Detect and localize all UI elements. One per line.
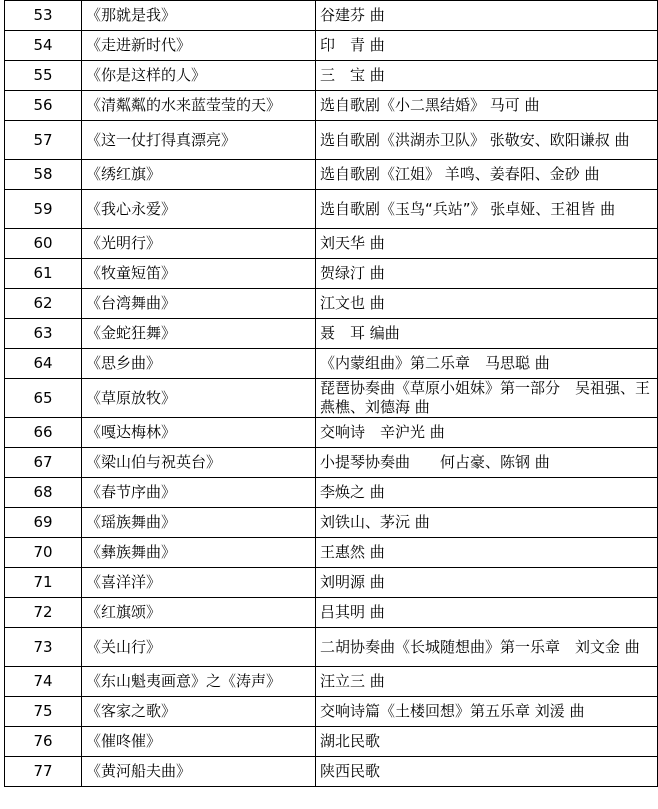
table-row bbox=[5, 418, 658, 448]
table-row bbox=[5, 91, 658, 121]
song-title: 《清粼粼的水来蓝莹莹的天》 bbox=[82, 91, 316, 121]
row-number: 53 bbox=[5, 1, 82, 31]
row-number: 68 bbox=[5, 478, 82, 508]
table-row bbox=[5, 61, 658, 91]
table-row bbox=[5, 757, 658, 787]
table-row bbox=[5, 160, 658, 190]
table-row bbox=[5, 568, 658, 598]
song-table-body bbox=[5, 1, 658, 787]
song-title: 《这一仗打得真漂亮》 bbox=[82, 121, 316, 160]
row-number: 56 bbox=[5, 91, 82, 121]
song-title: 《光明行》 bbox=[82, 229, 316, 259]
row-number: 72 bbox=[5, 598, 82, 628]
song-title: 《客家之歌》 bbox=[82, 697, 316, 727]
song-title: 《催咚催》 bbox=[82, 727, 316, 757]
song-title: 《牧童短笛》 bbox=[82, 259, 316, 289]
table-row bbox=[5, 628, 658, 667]
song-title: 《走进新时代》 bbox=[82, 31, 316, 61]
table-row bbox=[5, 349, 658, 379]
table-row bbox=[5, 319, 658, 349]
row-number: 54 bbox=[5, 31, 82, 61]
row-number: 67 bbox=[5, 448, 82, 478]
composer-info: 陕西民歌 bbox=[316, 757, 658, 787]
row-number: 57 bbox=[5, 121, 82, 160]
table-row bbox=[5, 448, 658, 478]
composer-info: 选自歌剧《洪湖赤卫队》 张敬安、欧阳谦叔 曲 bbox=[316, 121, 658, 160]
row-number: 69 bbox=[5, 508, 82, 538]
table-row bbox=[5, 478, 658, 508]
composer-info: 琵琶协奏曲《草原小姐妹》第一部分 吴祖强、王燕樵、刘德海 曲 bbox=[316, 379, 658, 418]
composer-info: 印 青 曲 bbox=[316, 31, 658, 61]
composer-info: 《内蒙组曲》第二乐章 马思聪 曲 bbox=[316, 349, 658, 379]
row-number: 65 bbox=[5, 379, 82, 418]
row-number: 59 bbox=[5, 190, 82, 229]
song-title: 《我心永爱》 bbox=[82, 190, 316, 229]
table-row bbox=[5, 259, 658, 289]
song-title: 《红旗颂》 bbox=[82, 598, 316, 628]
composer-info: 交响诗 辛沪光 曲 bbox=[316, 418, 658, 448]
table-row bbox=[5, 538, 658, 568]
table-row bbox=[5, 190, 658, 229]
row-number: 58 bbox=[5, 160, 82, 190]
composer-info: 江文也 曲 bbox=[316, 289, 658, 319]
row-number: 70 bbox=[5, 538, 82, 568]
composer-info: 小提琴协奏曲 何占豪、陈钢 曲 bbox=[316, 448, 658, 478]
row-number: 61 bbox=[5, 259, 82, 289]
song-title: 《嘎达梅林》 bbox=[82, 418, 316, 448]
row-number: 75 bbox=[5, 697, 82, 727]
song-title: 《思乡曲》 bbox=[82, 349, 316, 379]
table-row bbox=[5, 379, 658, 418]
composer-info: 交响诗篇《土楼回想》第五乐章 刘湲 曲 bbox=[316, 697, 658, 727]
composer-info: 刘铁山、茅沅 曲 bbox=[316, 508, 658, 538]
song-title: 《绣红旗》 bbox=[82, 160, 316, 190]
row-number: 74 bbox=[5, 667, 82, 697]
composer-info: 聂 耳 编曲 bbox=[316, 319, 658, 349]
composer-info: 吕其明 曲 bbox=[316, 598, 658, 628]
song-title: 《你是这样的人》 bbox=[82, 61, 316, 91]
composer-info: 贺绿汀 曲 bbox=[316, 259, 658, 289]
composer-info: 刘天华 曲 bbox=[316, 229, 658, 259]
composer-info: 选自歌剧《江姐》 羊鸣、姜春阳、金砂 曲 bbox=[316, 160, 658, 190]
composer-info: 王惠然 曲 bbox=[316, 538, 658, 568]
row-number: 55 bbox=[5, 61, 82, 91]
composer-info: 汪立三 曲 bbox=[316, 667, 658, 697]
composer-info: 选自歌剧《小二黑结婚》 马可 曲 bbox=[316, 91, 658, 121]
row-number: 66 bbox=[5, 418, 82, 448]
song-title: 《那就是我》 bbox=[82, 1, 316, 31]
composer-info: 二胡协奏曲《长城随想曲》第一乐章 刘文金 曲 bbox=[316, 628, 658, 667]
table-row bbox=[5, 31, 658, 61]
table-row bbox=[5, 229, 658, 259]
table-row bbox=[5, 727, 658, 757]
row-number: 62 bbox=[5, 289, 82, 319]
table-row bbox=[5, 697, 658, 727]
row-number: 71 bbox=[5, 568, 82, 598]
song-title: 《关山行》 bbox=[82, 628, 316, 667]
song-title: 《彝族舞曲》 bbox=[82, 538, 316, 568]
table-row bbox=[5, 598, 658, 628]
row-number: 60 bbox=[5, 229, 82, 259]
composer-info: 谷建芬 曲 bbox=[316, 1, 658, 31]
row-number: 76 bbox=[5, 727, 82, 757]
song-title: 《草原放牧》 bbox=[82, 379, 316, 418]
song-title: 《金蛇狂舞》 bbox=[82, 319, 316, 349]
row-number: 73 bbox=[5, 628, 82, 667]
song-title: 《台湾舞曲》 bbox=[82, 289, 316, 319]
composer-info: 李焕之 曲 bbox=[316, 478, 658, 508]
song-title: 《喜洋洋》 bbox=[82, 568, 316, 598]
song-title: 《春节序曲》 bbox=[82, 478, 316, 508]
table-row bbox=[5, 1, 658, 31]
row-number: 63 bbox=[5, 319, 82, 349]
composer-info: 湖北民歌 bbox=[316, 727, 658, 757]
song-table bbox=[4, 0, 658, 787]
table-row bbox=[5, 667, 658, 697]
composer-info: 刘明源 曲 bbox=[316, 568, 658, 598]
composer-info: 选自歌剧《玉鸟“兵站”》 张卓娅、王祖皆 曲 bbox=[316, 190, 658, 229]
song-title: 《瑶族舞曲》 bbox=[82, 508, 316, 538]
song-title: 《东山魁夷画意》之《涛声》 bbox=[82, 667, 316, 697]
table-row bbox=[5, 121, 658, 160]
song-title: 《黄河船夫曲》 bbox=[82, 757, 316, 787]
composer-info: 三 宝 曲 bbox=[316, 61, 658, 91]
song-title: 《梁山伯与祝英台》 bbox=[82, 448, 316, 478]
row-number: 77 bbox=[5, 757, 82, 787]
table-row bbox=[5, 508, 658, 538]
row-number: 64 bbox=[5, 349, 82, 379]
table-row bbox=[5, 289, 658, 319]
